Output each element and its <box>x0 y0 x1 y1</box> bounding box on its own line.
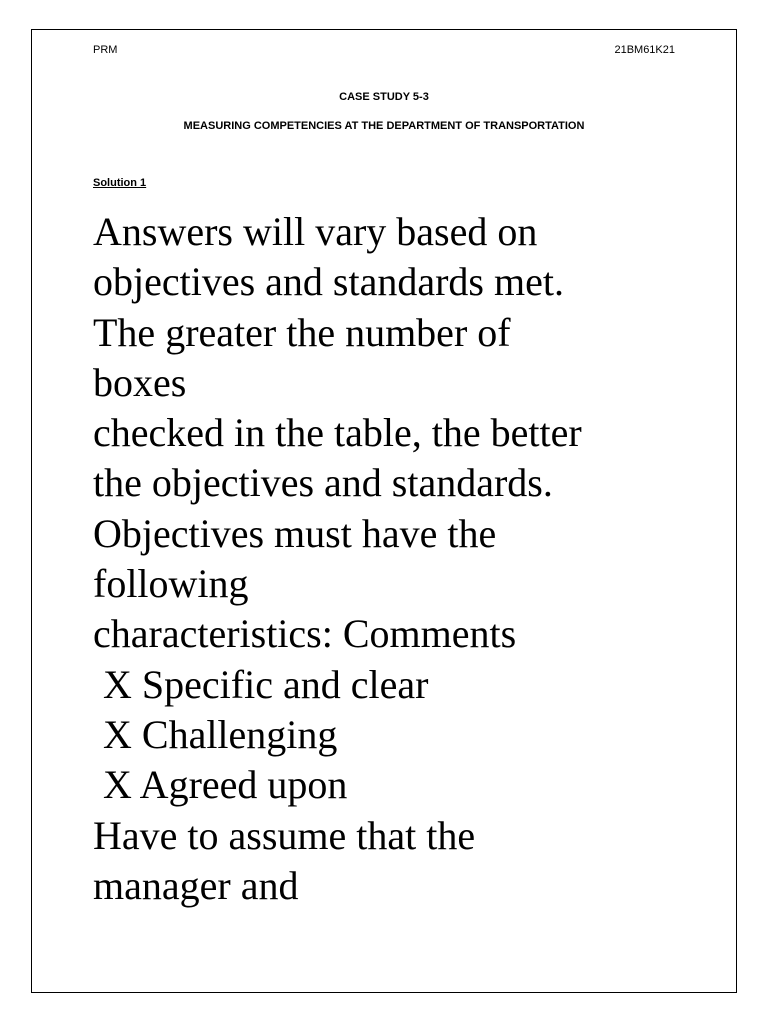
body-line: Answers will vary based on <box>93 209 538 254</box>
body-line: the objectives and standards. <box>93 460 553 506</box>
case-study-title: CASE STUDY 5-3 <box>339 91 429 103</box>
body-line: X Specific and clear <box>93 661 429 707</box>
body-line: boxes <box>93 359 187 405</box>
header-left-text: PRM <box>93 44 118 56</box>
solution-body <box>93 207 713 911</box>
header-right-text: 21BM61K21 <box>614 44 675 56</box>
body-line: manager and <box>93 862 299 908</box>
body-line: following <box>93 561 249 607</box>
body-line: Have to assume that the <box>93 812 476 858</box>
case-study-subtitle: MEASURING COMPETENCIES AT THE DEPARTMENT OF TRANSPORTATION <box>183 120 585 132</box>
solution-heading: Solution 1 <box>93 177 147 189</box>
body-line: The greater the number of <box>93 309 511 355</box>
body-line: X Challenging <box>93 711 338 757</box>
body-line: checked in the table, the better <box>93 410 582 456</box>
body-line: X Agreed upon <box>93 762 348 808</box>
body-line: Objectives must have the <box>93 510 497 556</box>
body-line: objectives and standards met. <box>93 259 564 305</box>
body-line: characteristics: Comments <box>93 611 517 657</box>
